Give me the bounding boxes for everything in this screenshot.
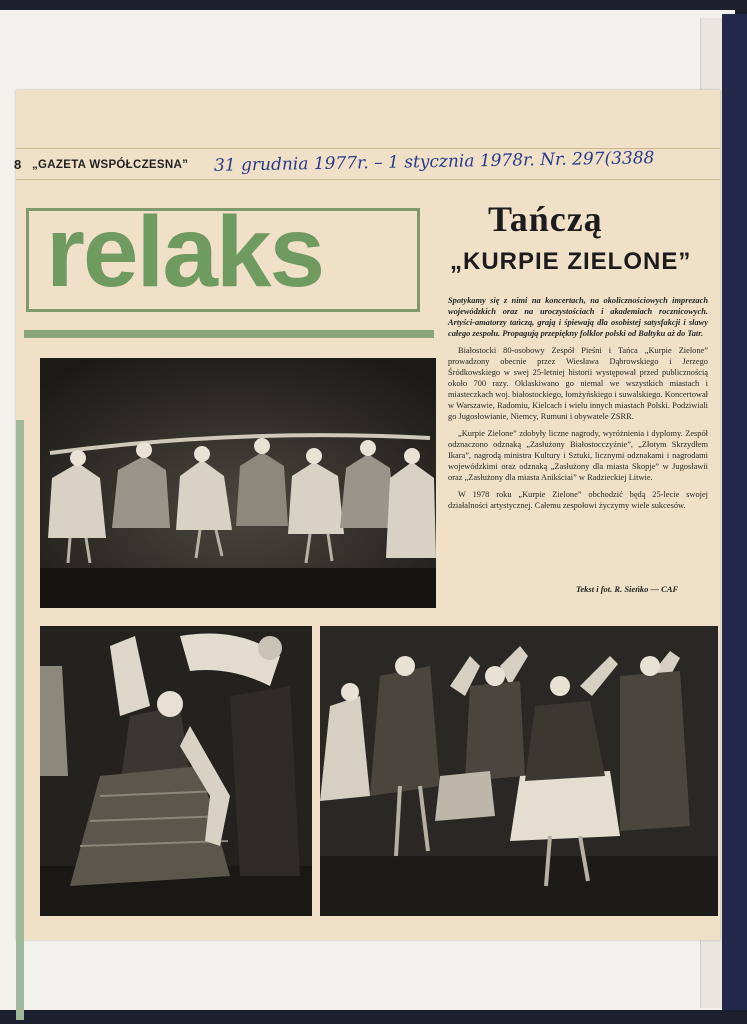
album-spine xyxy=(722,14,747,1010)
photo-dance-pair xyxy=(40,626,312,916)
newspaper-clipping xyxy=(16,90,720,940)
article-body xyxy=(448,295,708,517)
photo-credit: Tekst i fot. R. Sieńko — CAF xyxy=(576,584,679,594)
handwritten-date-note: 31 grudnia 1977r. – 1 stycznia 1978r. Nr. 297(3388 xyxy=(213,148,655,176)
article-paragraph: Białostocki 80-osobowy Zespół Pieśni i Tańca „Kurpie Zielone” prowadzony obecnie przez Wiesława Dąbrowskiego i Jerzego Śródkowskiego w swej 25-letniej historii występował przed publicznością około 700 razy. Oklaskiwano go niemal we wszystkich miastach i miasteczkach woj. białostockiego, łomżyńskiego i suwalskiego. Koncertował w Warszawie, Radomiu, Kielcach i wielu innych miastach Polski. Podziwiali go Jugosłowianie, Niemcy, Rumuni i obywatele ZSRR. xyxy=(448,346,708,421)
page-number: 8 xyxy=(14,157,22,172)
green-rule xyxy=(24,330,434,338)
photo-dance-ensemble xyxy=(320,626,718,916)
section-heading: relaks xyxy=(46,196,324,308)
article-title-line2: „KURPIE ZIELONE” xyxy=(450,248,692,275)
article-paragraph: „Kurpie Zielone” zdobyły liczne nagrody, wyróżnienia i dyplomy. Zespół odznaczono odznaką „Zasłużony Białostocczyźnie”, „Złotym Skrzydłem Ikara”, nagrodą ministra Kultury i Sztuki, licznymi odznakami i nagrodami wojewódzkimi oraz odznaką „Zasłużony dla miasta Skopje” w Jugosławii oraz „Zasłużony dla miasta Anikściai” w Radzieckiej Litwie. xyxy=(448,429,708,482)
green-margin-strip xyxy=(16,420,24,1020)
photo-dance-group xyxy=(40,358,436,608)
article-title-line1: Tańczą xyxy=(488,199,603,239)
newspaper-name: „GAZETA WSPÓŁCZESNA” xyxy=(32,159,189,171)
article-paragraph: Spotykamy się z nimi na koncertach, na okolicznościowych imprezach wojewódzkich oraz na uroczystościach i akademiach rocznicowych. Artyści-amatorzy tańczą, grają i śpiewają dla osobistej satysfakcji i sławy całego zespołu. Propagują przepiękny folklor polski od Bałtyku aż do Tatr. xyxy=(448,296,708,338)
article-paragraph: W 1978 roku „Kurpie Zielone” obchodzić będą 25-lecie swojej działalności artystycznej. Całemu zespołowi życzymy wiele sukcesów. xyxy=(448,490,708,510)
